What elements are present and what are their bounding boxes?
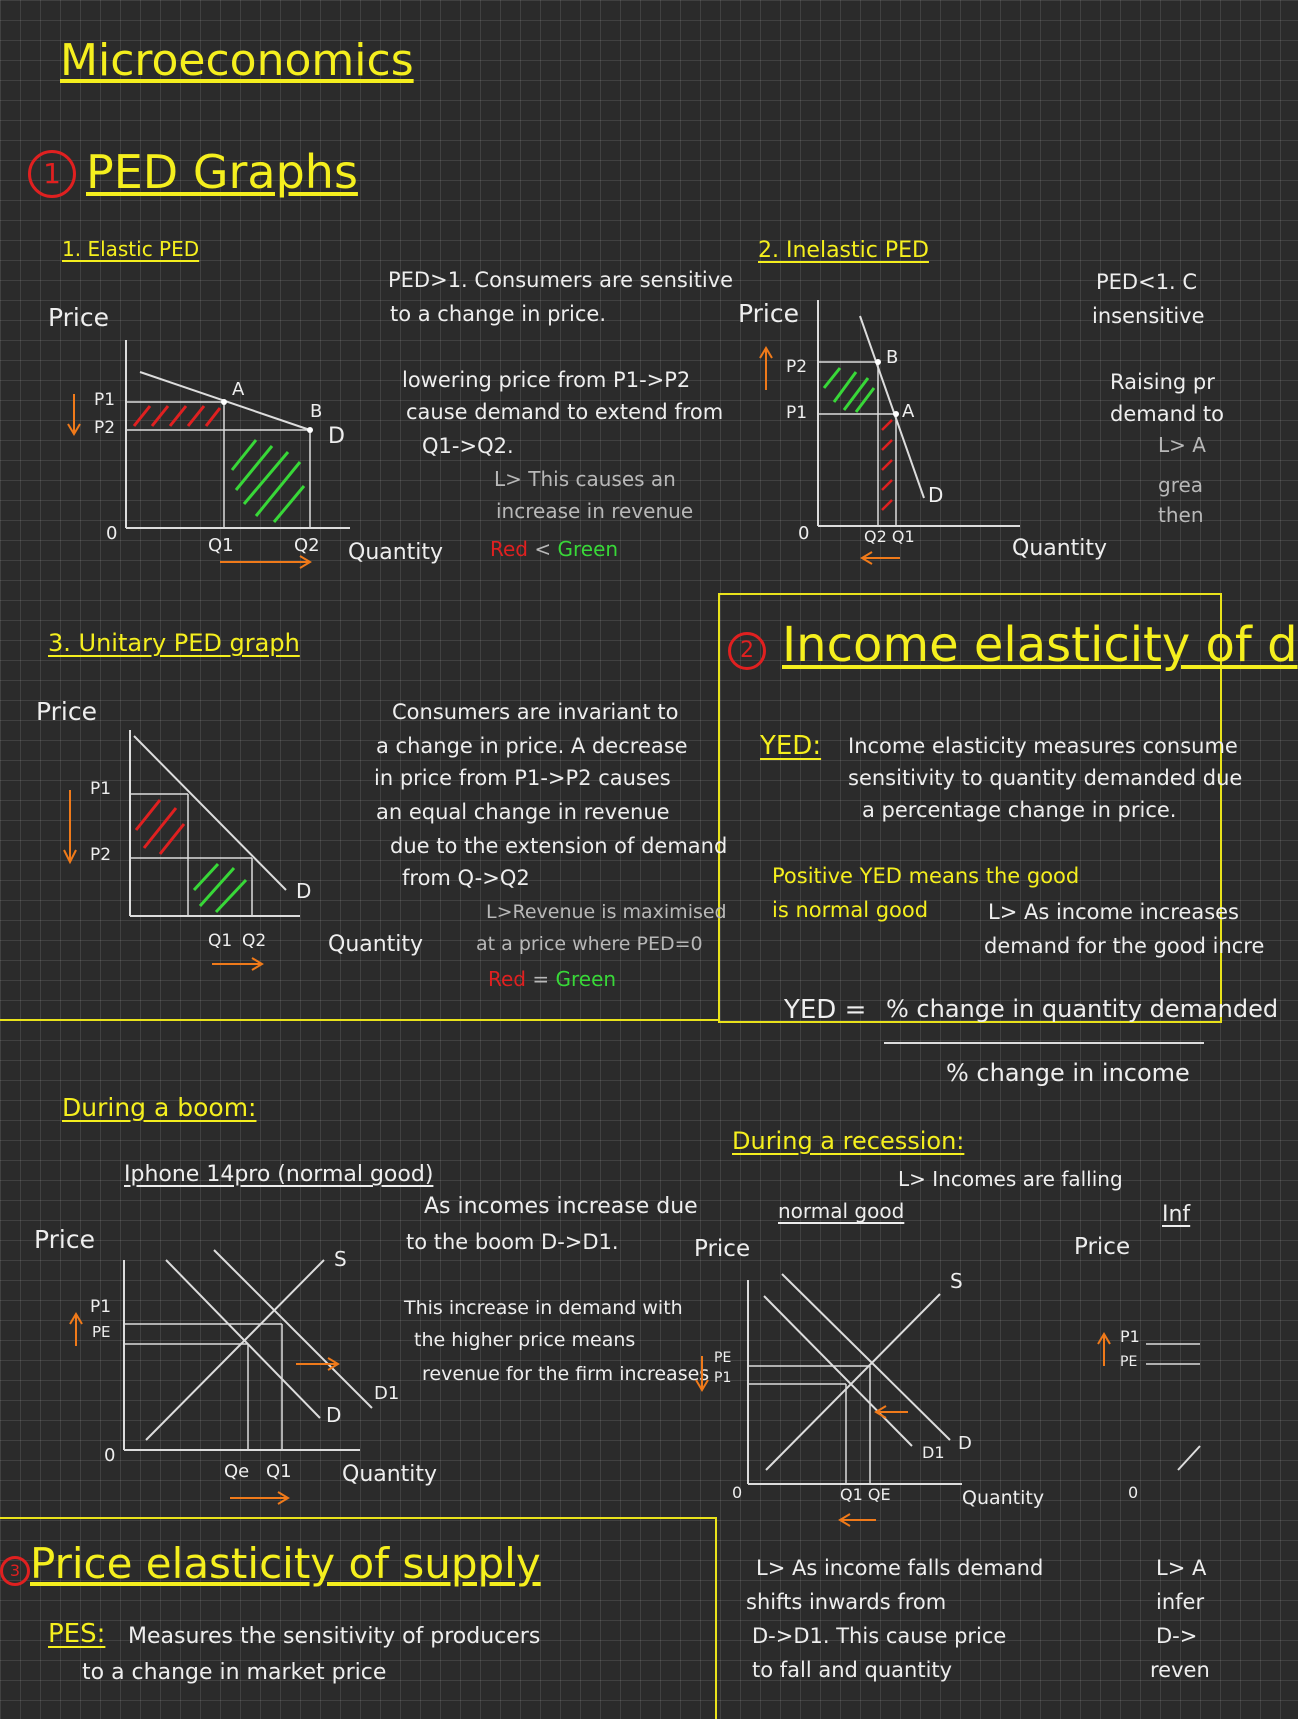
note-text: to a change in market price — [82, 1660, 387, 1685]
pes-label: PES: — [48, 1619, 106, 1649]
note-text: infer — [1156, 1590, 1205, 1614]
note-text: at a price where PED=0 — [476, 933, 703, 955]
boom-subheading: Iphone 14pro (normal good) — [124, 1162, 434, 1187]
label-d: D — [296, 879, 312, 903]
label-p2: P2 — [94, 418, 116, 438]
elastic-ped-graph — [60, 340, 360, 560]
note-text: This increase in demand with — [404, 1297, 683, 1319]
recession-subheading: L> Incomes are falling — [898, 1167, 1123, 1191]
elastic-ped-heading: 1. Elastic PED — [62, 237, 200, 261]
label-p2: P2 — [786, 357, 808, 377]
note-text: insensitive — [1092, 304, 1205, 328]
origin: 0 — [106, 523, 118, 544]
label-q2: Q2 — [294, 535, 320, 556]
section-2-number: 2 — [728, 632, 766, 670]
label-q2: Q2 — [242, 931, 267, 951]
label-q: Q1 QE — [840, 1485, 891, 1504]
axis-label: Quantity — [328, 932, 424, 957]
label-d: D — [328, 424, 345, 449]
comparison: Red = Green — [488, 967, 617, 991]
label-p1: P1 — [1120, 1327, 1140, 1346]
note-text: Raising pr — [1110, 370, 1215, 394]
note-text: the higher price means — [414, 1329, 636, 1351]
note-text: reven — [1150, 1658, 1210, 1682]
note-text: lowering price from P1->P2 — [402, 368, 691, 392]
origin: 0 — [1128, 1483, 1139, 1502]
note-text: demand to — [1110, 402, 1224, 426]
origin: 0 — [798, 523, 810, 544]
axis-label: Price — [48, 303, 109, 332]
note-text: to the boom D->D1. — [406, 1230, 619, 1254]
note-text: is normal good — [772, 898, 929, 922]
note-text: grea — [1158, 473, 1204, 497]
label-d1: D1 — [922, 1443, 945, 1462]
axis-label: Price — [694, 1236, 751, 1262]
section-1-title: PED Graphs — [86, 145, 358, 199]
note-text: an equal change in revenue — [376, 800, 670, 824]
label-p1: P1 — [94, 390, 116, 410]
note-text: PED<1. C — [1096, 270, 1198, 294]
note-text: demand for the good incre — [984, 934, 1265, 958]
axis-label: Price — [34, 1225, 95, 1254]
boom-heading: During a boom: — [62, 1093, 257, 1122]
label-a: A — [232, 379, 245, 400]
section-3-number: 3 — [0, 1556, 30, 1586]
axis-label: Quantity — [348, 540, 444, 565]
note-text: due to the extension of demand — [390, 834, 728, 858]
axis-label: Quantity — [1012, 536, 1108, 561]
note-text: to fall and quantity — [752, 1658, 953, 1682]
unitary-ped-heading: 3. Unitary PED graph — [48, 629, 300, 657]
label-d: D — [326, 1403, 342, 1427]
inferior-good-heading: Inf — [1162, 1202, 1191, 1227]
label-q: Q2 Q1 — [864, 527, 915, 546]
note-text: Q1->Q2. — [422, 434, 514, 458]
note-text: Positive YED means the good — [772, 864, 1080, 888]
note-text: L> This causes an — [494, 467, 676, 491]
note-text: increase in revenue — [496, 499, 694, 523]
note-text: a change in price. A decrease — [376, 734, 688, 758]
note-text: PED>1. Consumers are sensitive — [388, 268, 734, 292]
page-title: Microeconomics — [60, 35, 414, 86]
label-p1: P1 — [786, 403, 808, 423]
origin: 0 — [732, 1483, 743, 1502]
formula-denominator: % change in income — [946, 1059, 1190, 1087]
axis-label: Price — [36, 697, 97, 726]
note-text: to a change in price. — [390, 302, 607, 326]
note-text: sensitivity to quantity demanded due — [848, 766, 1243, 790]
yed-label: YED: — [760, 731, 822, 761]
label-s: S — [950, 1269, 963, 1293]
label-p1: P1 — [90, 779, 112, 799]
inferior-good-graph — [1100, 1320, 1200, 1500]
note-text: L> A — [1156, 1556, 1207, 1580]
label-pe: PE — [92, 1323, 111, 1341]
label-a: A — [902, 401, 915, 422]
section-1-number: 1 — [28, 150, 76, 198]
axis-label: Quantity — [342, 1462, 438, 1487]
note-text: a percentage change in price. — [862, 798, 1177, 822]
formula-line — [884, 1042, 1204, 1044]
label-d: D — [958, 1433, 972, 1454]
axis-label: Price — [1074, 1234, 1131, 1260]
note-text: Measures the sensitivity of producers — [128, 1624, 541, 1649]
label-s: S — [334, 1247, 347, 1271]
label-d: D — [928, 483, 944, 507]
label-pe: PE — [714, 1350, 732, 1366]
note-text: L> As income increases — [988, 900, 1239, 924]
note-text: L> A — [1158, 433, 1206, 457]
origin: 0 — [104, 1445, 116, 1466]
label-pe: PE — [1120, 1354, 1138, 1370]
formula-left: YED = — [784, 995, 867, 1025]
note-text: L> As income falls demand — [756, 1556, 1044, 1580]
note-text: D->D1. This cause price — [752, 1624, 1007, 1648]
label-q1: Q1 — [208, 931, 233, 951]
recession-heading: During a recession: — [732, 1127, 965, 1155]
label-p1: P1 — [714, 1370, 732, 1386]
axis-label: Price — [738, 299, 799, 328]
note-text: then — [1158, 503, 1204, 527]
note-text: Income elasticity measures consume — [848, 734, 1238, 758]
note-text: L>Revenue is maximised — [486, 901, 727, 923]
note-text: from Q->Q2 — [402, 866, 530, 890]
label-q1: Q1 — [266, 1461, 292, 1482]
note-text: As incomes increase due — [424, 1194, 698, 1219]
inelastic-ped-heading: 2. Inelastic PED — [758, 238, 929, 263]
label-d1: D1 — [374, 1383, 400, 1404]
label-p1: P1 — [90, 1297, 112, 1317]
note-text: shifts inwards from — [746, 1590, 947, 1614]
label-qe: Qe — [224, 1461, 250, 1482]
note-text: D-> — [1156, 1624, 1198, 1648]
section-2-title: Income elasticity of d — [782, 617, 1298, 673]
normal-good-heading: normal good — [778, 1199, 905, 1223]
label-p2: P2 — [90, 845, 112, 865]
formula-numerator: % change in quantity demanded — [886, 995, 1279, 1023]
label-q1: Q1 — [208, 535, 234, 556]
label-b: B — [310, 401, 323, 422]
section-3-title: Price elasticity of supply — [30, 1539, 541, 1588]
axis-label: Quantity — [962, 1487, 1045, 1509]
note-text: revenue for the firm increases — [422, 1363, 710, 1385]
label-b: B — [886, 347, 899, 368]
note-text: cause demand to extend from — [406, 400, 724, 424]
note-text: in price from P1->P2 causes — [374, 766, 671, 790]
note-text: Consumers are invariant to — [392, 700, 679, 724]
comparison: Red < Green — [490, 537, 619, 561]
